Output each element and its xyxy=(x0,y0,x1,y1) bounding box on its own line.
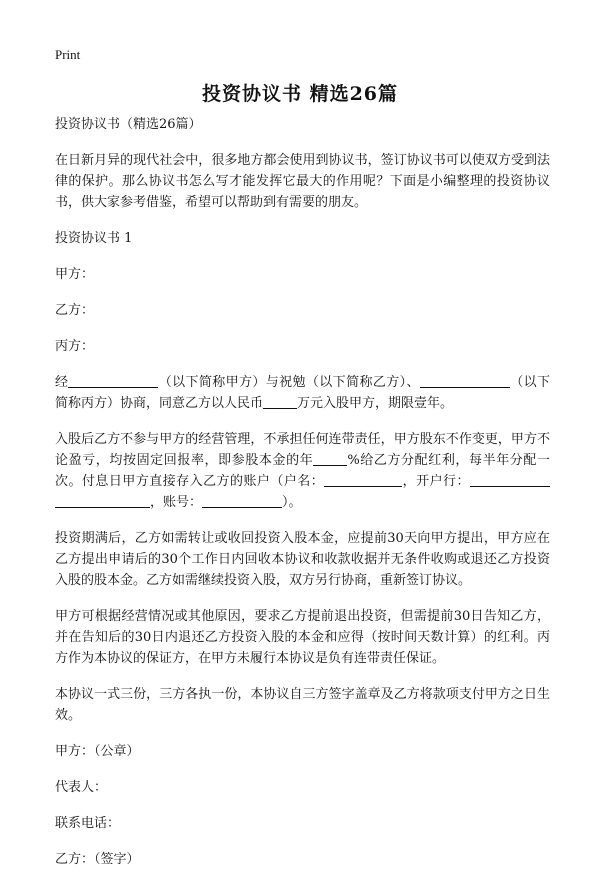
blank-account-number xyxy=(202,493,282,508)
text-span: ，账号： xyxy=(150,495,203,510)
text-span: 经 xyxy=(55,375,69,390)
party-a-line: 甲方： xyxy=(55,267,95,282)
blank-amount xyxy=(263,394,297,409)
page-title: 投资协议书 精选26篇 xyxy=(201,83,399,105)
blank-rate xyxy=(313,451,347,466)
section-title: 投资协议书 1 xyxy=(55,231,133,246)
document-body xyxy=(55,114,550,870)
text-span: ，开户行： xyxy=(402,474,470,489)
agreement-paragraph-effective: 本协议一式三份，三方各执一份，本协议自三方签字盖章及乙方将款项支付甲方之日生效。 xyxy=(55,687,550,723)
doc-subtitle: 投资协议书（精选26篇） xyxy=(55,117,202,132)
blank-party-a xyxy=(68,373,158,388)
agreement-paragraph-early-exit: 甲方可根据经营情况或其他原因，要求乙方提前退出投资，但需提前30日告知乙方，并在告知后的30日内退还乙方投资入股的本金和应得（按时间天数计算）的红利。丙方作为本协议的保证方，在甲方未履行本协议是负有连带责任保证。 xyxy=(55,609,550,666)
text-span: %给乙方分配红利，每半年分配一次。付息日甲方直接存入乙方的账户（户名： xyxy=(55,453,550,489)
signature-phone: 联系电话： xyxy=(55,816,121,831)
agreement-paragraph-maturity: 投资期满后，乙方如需转让或收回投资入股本金，应提前30天向甲方提出，甲方应在乙方提出申请后的30个工作日内回收本协议和收款收据并无条件收购或退还乙方投资入股的股本金。乙方如需继续投资入股，双方另行协商，重新签订协议。 xyxy=(55,531,550,588)
blank-bank-cont xyxy=(55,493,150,508)
text-span: 万元入股甲方，期限壹年。 xyxy=(297,396,454,411)
blank-account-name xyxy=(324,472,402,487)
intro-paragraph: 在日新月异的现代社会中，很多地方都会使用到协议书，签订协议书可以使双方受到法律的保护。那么协议书怎么写才能发挥它最大的作用呢？下面是小编整理的投资协议书，供大家参考借鉴，希望可以帮助到有需要的朋友。 xyxy=(55,153,550,210)
text-span: ）。 xyxy=(282,495,302,510)
signature-party-a: 甲方：（公章） xyxy=(55,744,140,759)
text-span: （以下简称丙方）协商，同意乙方以人民币 xyxy=(55,375,550,411)
party-c-line: 丙方： xyxy=(55,339,95,354)
party-b-line: 乙方： xyxy=(55,303,95,318)
blank-bank xyxy=(470,472,550,487)
print-link[interactable]: Print xyxy=(55,47,81,62)
text-span: 入股后乙方不参与甲方的经营管理，不承担任何连带责任，甲方股东不作变更，甲方不论盈亏，均按固定回报率，即参股本金的年 xyxy=(55,432,550,468)
signature-party-b: 乙方：（签字） xyxy=(55,852,140,867)
agreement-paragraph-parties xyxy=(55,372,550,414)
signature-representative: 代表人： xyxy=(55,780,108,795)
text-span: （以下简称甲方）与祝勉（以下简称乙方）、 xyxy=(158,375,420,390)
blank-party-c xyxy=(420,373,510,388)
agreement-paragraph-dividends xyxy=(55,429,550,513)
